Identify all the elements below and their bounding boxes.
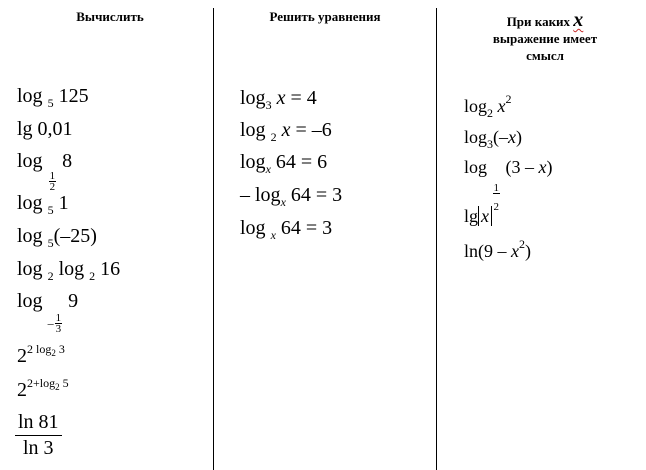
c1-lg-001: lg 0,01 bbox=[17, 118, 73, 140]
c2-logx-64-eq-6: $\log_x 64 = 6$ bbox=[240, 151, 328, 176]
c1-ln81-over-ln3: $\frac{\ln 81}{\ln 3}$ bbox=[15, 410, 62, 460]
c3-log3-minus-x: $\log_3(-x)$ bbox=[464, 127, 523, 151]
c1-log5-minus25: log $_5$(–25) bbox=[17, 225, 97, 250]
header-variable-x: x bbox=[573, 9, 584, 31]
c1-log-half-8: log $\frac{1}{2}$ 8 bbox=[17, 150, 73, 193]
c3-ln-9-minus-x2: $\ln(9 - x^2)$ bbox=[464, 237, 531, 261]
c3-log-half-3-minus-x: log $\frac{1}{2}$ (3 – x) bbox=[464, 157, 553, 213]
c1-2-pow-2log2-3: $2^{2 log_2 3}$ bbox=[17, 342, 65, 367]
c1-log-minus-third-9: log – $\frac{1}{3}$ 9 bbox=[17, 290, 79, 335]
c1-log5-125: log $_5$ 125 bbox=[17, 85, 89, 110]
c2-log3-x-eq-4: $\log_3 x = 4$ bbox=[240, 87, 317, 112]
header-domain: При каких x выражение имеет смысл bbox=[492, 9, 598, 63]
c3-lg-abs-x: lg x bbox=[464, 205, 492, 227]
c1-2-pow-2plus-log2-5: $2^{2+log_2 5}$ bbox=[17, 376, 69, 401]
c2-minus-logx-64-eq-3: – $\log_x 64 = 3$ bbox=[240, 184, 343, 209]
header-calculate: Вычислить bbox=[76, 9, 144, 24]
c2-logx-64-eq-3: log $_x$ 64 = 3 bbox=[240, 217, 333, 242]
header-solve-equations: Решить уравнения bbox=[269, 9, 381, 24]
c2-log2-x-eq-minus6: log $_2$ x = –6 bbox=[240, 119, 332, 144]
c1-log2-log2-16: log $_2$ log $_2$ 16 bbox=[17, 258, 121, 283]
column-divider-2 bbox=[436, 8, 437, 470]
c1-log5-1: log $_5$ 1 bbox=[17, 192, 69, 217]
c3-log2-x2: $\log_2 x^2$ bbox=[464, 92, 512, 120]
column-divider-1 bbox=[213, 8, 214, 470]
